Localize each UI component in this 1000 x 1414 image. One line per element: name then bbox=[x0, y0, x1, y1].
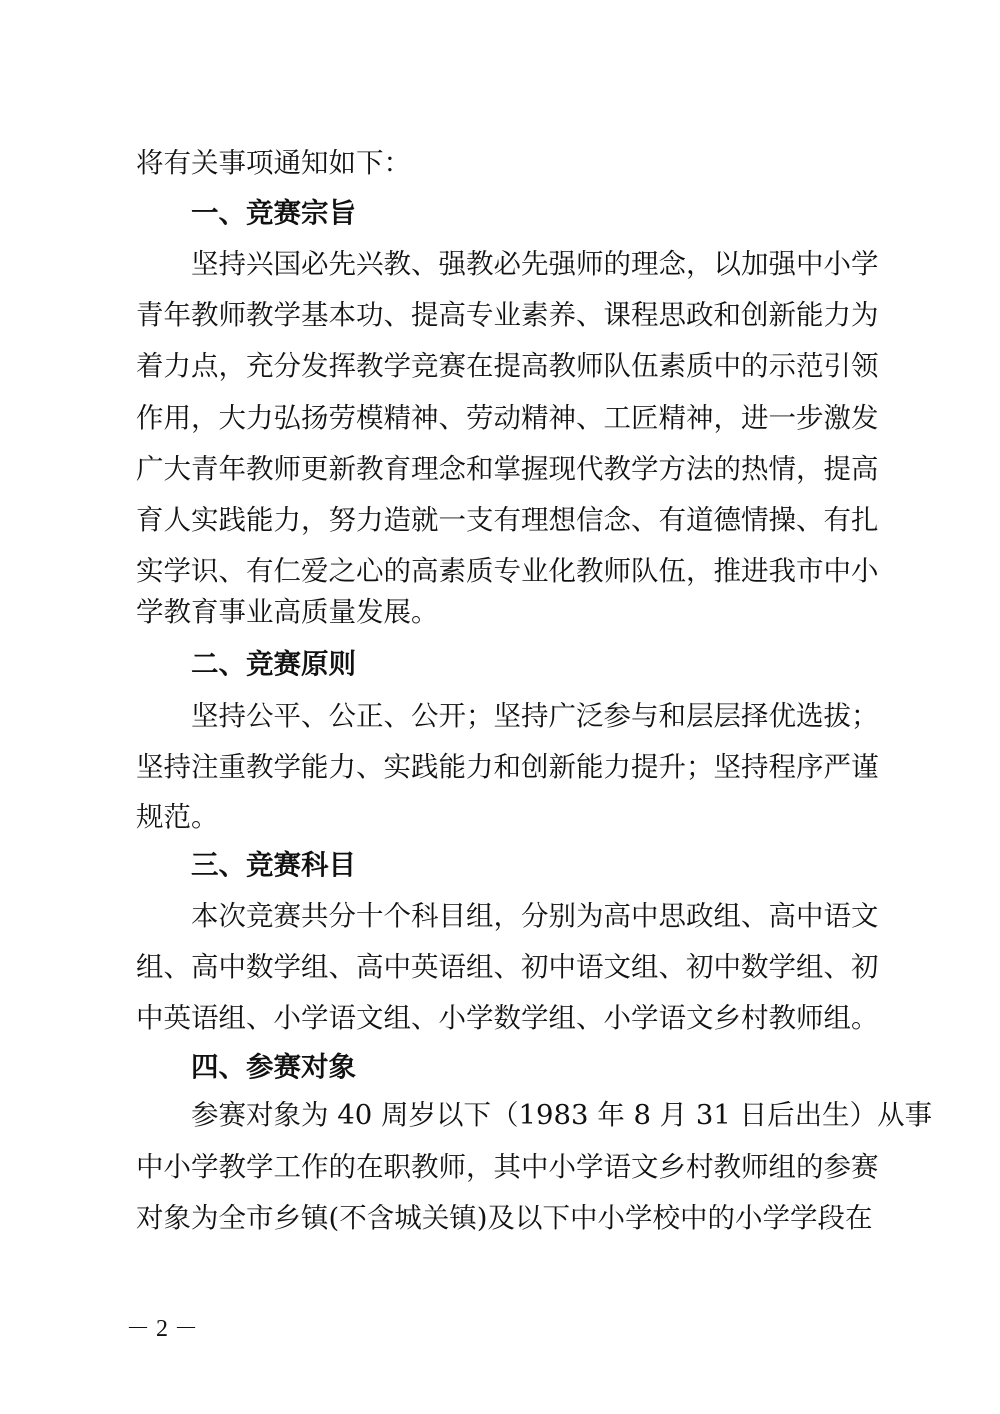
section-heading-purpose: 一、竞赛宗旨 bbox=[191, 197, 356, 229]
paragraph-line: 中小学教学工作的在职教师，其中小学语文乡村教师组的参赛 bbox=[136, 1151, 879, 1183]
paragraph-line: 广大青年教师更新教育理念和掌握现代教学方法的热情，提高 bbox=[136, 453, 879, 485]
paragraph-line: 青年教师教学基本功、提高专业素养、课程思政和创新能力为 bbox=[136, 299, 879, 331]
paragraph-line: 着力点，充分发挥教学竞赛在提高教师队伍素质中的示范引领 bbox=[136, 350, 879, 382]
intro-line: 将有关事项通知如下： bbox=[136, 147, 411, 179]
section-heading-subjects: 三、竞赛科目 bbox=[191, 849, 356, 881]
paragraph-line: 坚持兴国必先兴教、强教必先强师的理念，以加强中小学 bbox=[191, 248, 879, 280]
paragraph-line: 育人实践能力，努力造就一支有理想信念、有道德情操、有扎 bbox=[136, 504, 879, 536]
section-heading-principles: 二、竞赛原则 bbox=[191, 648, 356, 680]
paragraph-line: 中英语组、小学语文组、小学数学组、小学语文乡村教师组。 bbox=[136, 1002, 879, 1034]
paragraph-line: 对象为全市乡镇(不含城关镇)及以下中小学校中的小学学段在 bbox=[136, 1202, 873, 1234]
section-heading-participants: 四、参赛对象 bbox=[191, 1051, 356, 1083]
paragraph-line: 实学识、有仁爱之心的高素质专业化教师队伍，推进我市中小 bbox=[136, 555, 879, 587]
page-number: － 2 － bbox=[126, 1316, 198, 1342]
paragraph-line: 组、高中数学组、高中英语组、初中语文组、初中数学组、初 bbox=[136, 951, 879, 983]
paragraph-line: 坚持公平、公正、公开；坚持广泛参与和层层择优选拔； bbox=[191, 700, 879, 732]
paragraph-line: 作用，大力弘扬劳模精神、劳动精神、工匠精神，进一步激发 bbox=[136, 402, 879, 434]
paragraph-line: 规范。 bbox=[136, 801, 219, 833]
paragraph-line: 坚持注重教学能力、实践能力和创新能力提升；坚持程序严谨 bbox=[136, 751, 879, 783]
paragraph-line: 本次竞赛共分十个科目组，分别为高中思政组、高中语文 bbox=[191, 900, 879, 932]
paragraph-line: 学教育事业高质量发展。 bbox=[136, 596, 439, 628]
paragraph-line: 参赛对象为 40 周岁以下（1983 年 8 月 31 日后出生）从事 bbox=[191, 1099, 933, 1131]
